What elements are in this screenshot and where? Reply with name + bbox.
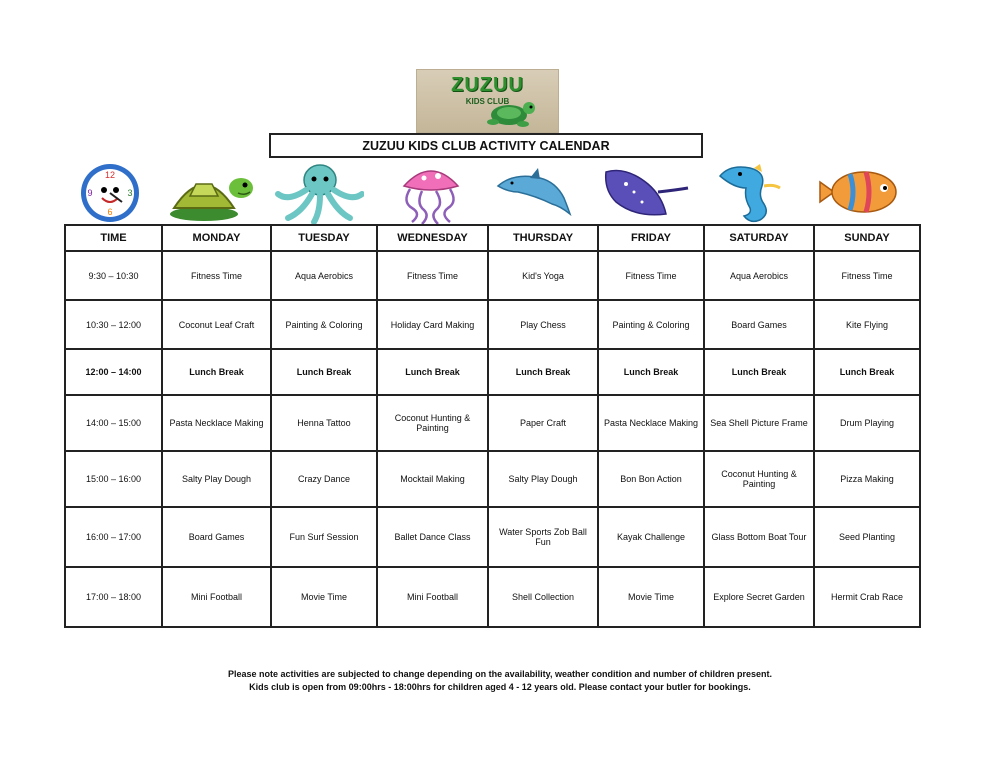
activity-cell: Lunch Break [271, 349, 377, 395]
column-header-sunday: SUNDAY [814, 225, 920, 251]
activity-cell: Salty Play Dough [488, 451, 598, 507]
activity-cell: Shell Collection [488, 567, 598, 627]
activity-cell: Water Sports Zob Ball Fun [488, 507, 598, 567]
activity-cell: Hermit Crab Race [814, 567, 920, 627]
table-row [65, 395, 920, 451]
activity-cell: Coconut Hunting & Painting [377, 395, 488, 451]
time-cell: 12:00 – 14:00 [65, 349, 162, 395]
activity-cell: Pasta Necklace Making [162, 395, 271, 451]
activity-cell: Board Games [162, 507, 271, 567]
activity-cell: Drum Playing [814, 395, 920, 451]
activity-cell: Explore Secret Garden [704, 567, 814, 627]
activity-cell: Seed Planting [814, 507, 920, 567]
activity-cell: Fitness Time [814, 251, 920, 300]
svg-text:6: 6 [107, 207, 113, 217]
activity-cell: Mini Football [377, 567, 488, 627]
activity-cell: Pizza Making [814, 451, 920, 507]
logo-name: ZUZUU [451, 74, 524, 96]
activity-cell: Movie Time [598, 567, 704, 627]
table-row [65, 507, 920, 567]
table-row [65, 300, 920, 349]
column-header-wednesday: WEDNESDAY [377, 225, 488, 251]
table-row [65, 567, 920, 627]
time-cell: 16:00 – 17:00 [65, 507, 162, 567]
logo-subtitle: KIDS CLUB [465, 97, 510, 106]
activity-cell: Play Chess [488, 300, 598, 349]
activity-cell: Lunch Break [704, 349, 814, 395]
activity-cell: Aqua Aerobics [271, 251, 377, 300]
activity-cell: Crazy Dance [271, 451, 377, 507]
turtle-logo-icon [417, 70, 558, 132]
activity-cell: Aqua Aerobics [704, 251, 814, 300]
zuzuu-logo [416, 69, 559, 133]
activity-cell: Lunch Break [162, 349, 271, 395]
activity-cell: Movie Time [271, 567, 377, 627]
column-header-time: TIME [65, 225, 162, 251]
header-row [65, 225, 920, 251]
table-row [65, 251, 920, 300]
octopus-icon [274, 162, 364, 224]
time-cell: 9:30 – 10:30 [65, 251, 162, 300]
activity-cell: Mocktail Making [377, 451, 488, 507]
table-row [65, 451, 920, 507]
jellyfish-icon [386, 162, 476, 224]
activity-cell: Painting & Coloring [598, 300, 704, 349]
activity-cell: Coconut Leaf Craft [162, 300, 271, 349]
footer-notes [0, 668, 1000, 694]
mascot-strip [66, 162, 918, 224]
activity-cell: Henna Tattoo [271, 395, 377, 451]
turtle-icon [166, 162, 256, 224]
activity-cell: Painting & Coloring [271, 300, 377, 349]
activity-calendar-table [64, 224, 921, 628]
activity-cell: Kayak Challenge [598, 507, 704, 567]
column-header-thursday: THURSDAY [488, 225, 598, 251]
column-header-monday: MONDAY [162, 225, 271, 251]
activity-cell: Lunch Break [814, 349, 920, 395]
activity-cell: Glass Bottom Boat Tour [704, 507, 814, 567]
column-header-saturday: SATURDAY [704, 225, 814, 251]
seahorse-icon [710, 162, 790, 224]
dolphin-icon [494, 162, 574, 224]
activity-cell: Salty Play Dough [162, 451, 271, 507]
activity-cell: Kid's Yoga [488, 251, 598, 300]
activity-cell: Lunch Break [377, 349, 488, 395]
activity-cell: Board Games [704, 300, 814, 349]
activity-cell: Fitness Time [598, 251, 704, 300]
activity-cell: Bon Bon Action [598, 451, 704, 507]
activity-cell: Coconut Hunting & Painting [704, 451, 814, 507]
svg-text:3: 3 [127, 188, 133, 198]
stingray-icon [596, 162, 691, 224]
opening-hours-note: Kids club is open from 09:00hrs - 18:00hrs for children aged 4 - 12 years old. Please contact your butler for bookings. [249, 682, 751, 692]
activity-cell: Kite Flying [814, 300, 920, 349]
activity-cell: Paper Craft [488, 395, 598, 451]
activity-cell: Fun Surf Session [271, 507, 377, 567]
fish-icon [816, 162, 906, 224]
activity-cell: Fitness Time [377, 251, 488, 300]
page-title: ZUZUU KIDS CLUB ACTIVITY CALENDAR [269, 133, 703, 158]
column-header-friday: FRIDAY [598, 225, 704, 251]
time-cell: 10:30 – 12:00 [65, 300, 162, 349]
activity-cell: Mini Football [162, 567, 271, 627]
activity-cell: Ballet Dance Class [377, 507, 488, 567]
svg-text:12: 12 [104, 170, 116, 180]
activity-cell: Pasta Necklace Making [598, 395, 704, 451]
activity-cell: Lunch Break [488, 349, 598, 395]
clock-icon [72, 162, 148, 224]
time-cell: 15:00 – 16:00 [65, 451, 162, 507]
availability-note: Please note activities are subjected to change depending on the availability, weather condition and number of children present. [228, 669, 772, 679]
time-cell: 14:00 – 15:00 [65, 395, 162, 451]
activity-cell: Holiday Card Making [377, 300, 488, 349]
activity-cell: Sea Shell Picture Frame [704, 395, 814, 451]
activity-cell: Lunch Break [598, 349, 704, 395]
time-cell: 17:00 – 18:00 [65, 567, 162, 627]
table-row [65, 349, 920, 395]
activity-cell: Fitness Time [162, 251, 271, 300]
svg-text:9: 9 [87, 188, 93, 198]
column-header-tuesday: TUESDAY [271, 225, 377, 251]
